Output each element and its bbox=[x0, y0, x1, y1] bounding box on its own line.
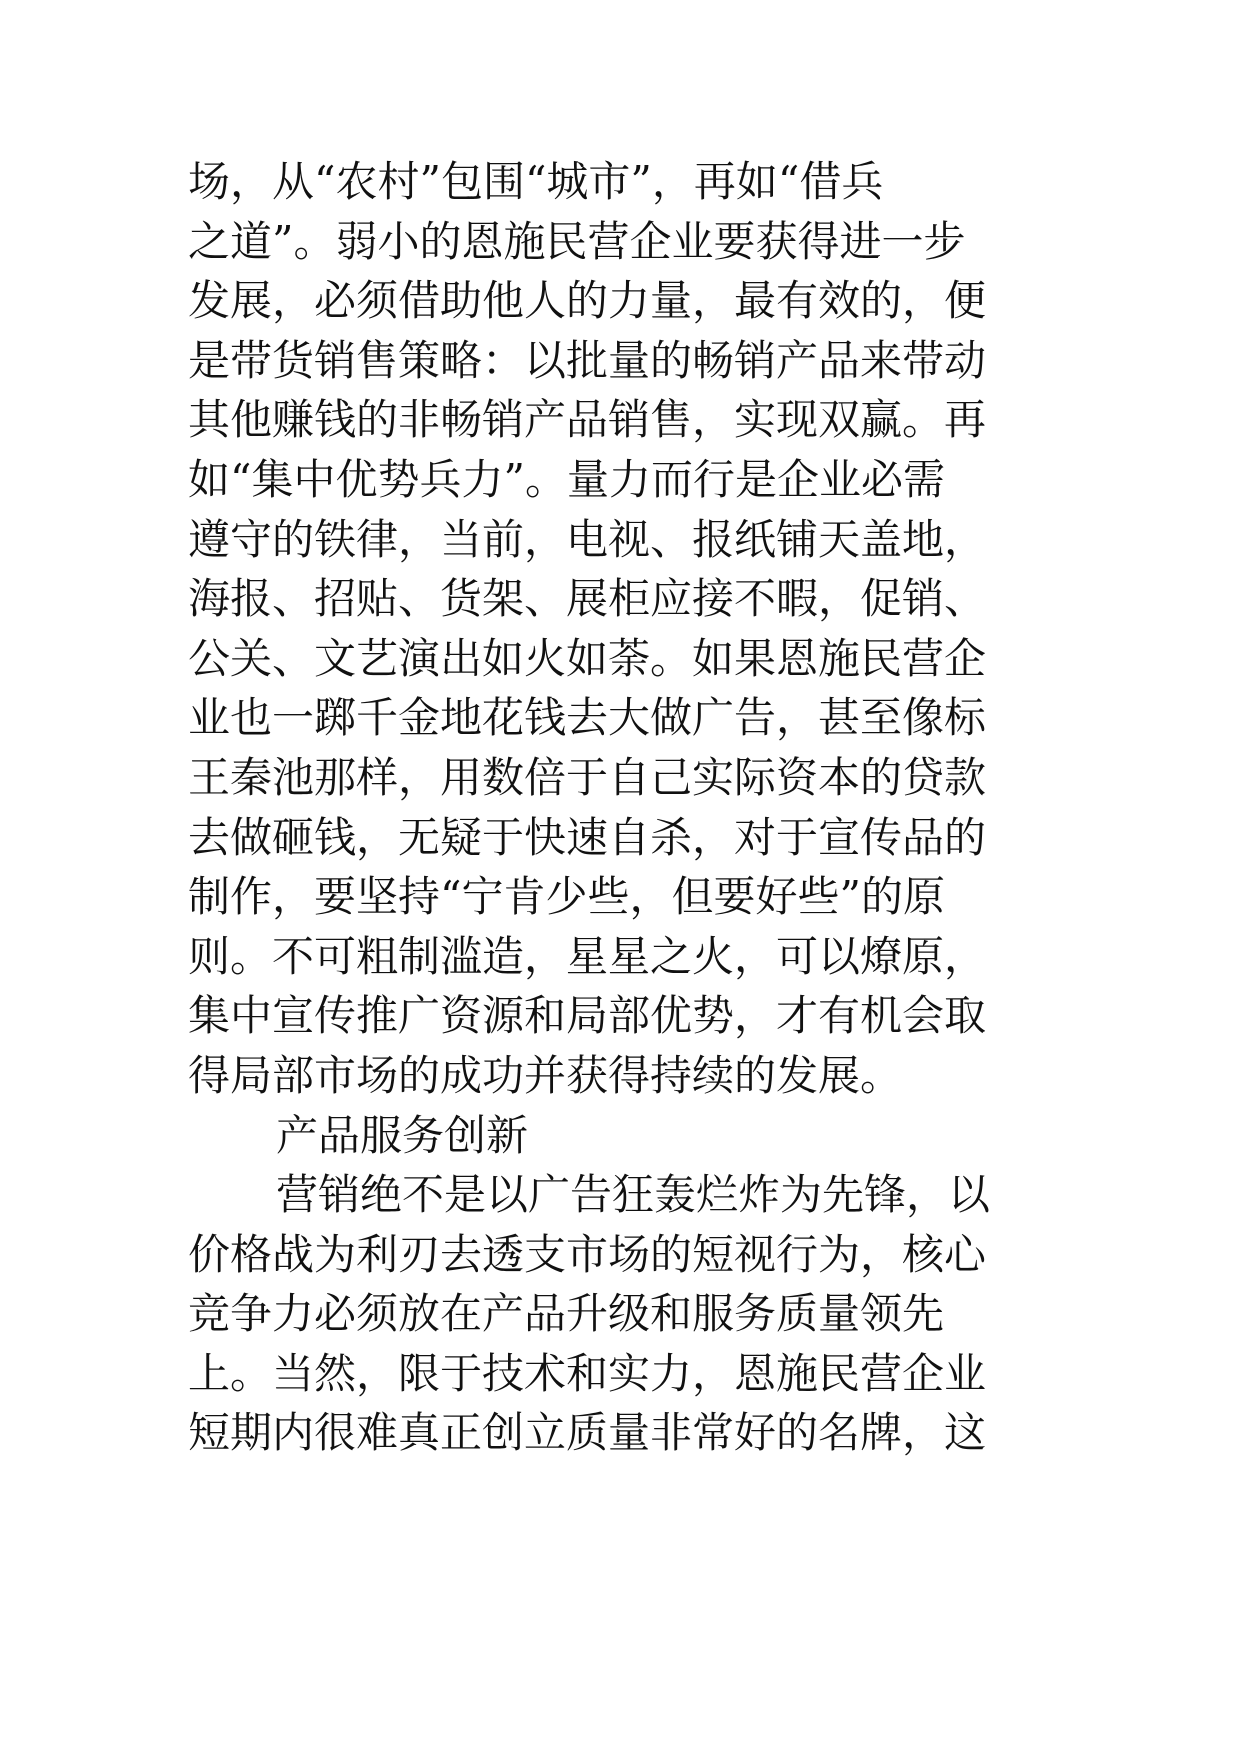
text-line: 业也一踯千金地花钱去大做广告，甚至像标 bbox=[188, 693, 987, 743]
text-line: 竞争力必须放在产品升级和服务质量领先 bbox=[188, 1289, 945, 1339]
section-heading: 产品服务创新 bbox=[276, 1110, 529, 1160]
text-line: 去做砸钱，无疑于快速自杀，对于宣传品的 bbox=[188, 812, 987, 862]
text-line: 之道”。弱小的恩施民营企业要获得进一步 bbox=[188, 216, 966, 266]
text-line: 场，从“农村”包围“城市”，再如“借兵 bbox=[188, 157, 884, 206]
text-line: 王秦池那样，用数倍于自己实际资本的贷款 bbox=[188, 752, 987, 802]
text-line: 得局部市场的成功并获得持续的发展。 bbox=[188, 1050, 903, 1100]
text-line: 上。当然，限于技术和实力，恩施民营企业 bbox=[188, 1348, 987, 1398]
text-line: 发展，必须借助他人的力量，最有效的，便 bbox=[188, 276, 987, 326]
text-line: 制作，要坚持“宁肯少些，但要好些”的原 bbox=[188, 872, 945, 922]
paragraph-first-line: 营销绝不是以广告狂轰烂炸为先锋，以 bbox=[276, 1170, 991, 1220]
text-line: 遵守的铁律，当前，电视、报纸铺天盖地， bbox=[188, 514, 987, 564]
text-line: 是带货销售策略：以批量的畅销产品来带动 bbox=[188, 335, 987, 385]
text-line: 如“集中优势兵力”。量力而行是企业必需 bbox=[188, 454, 945, 504]
text-line: 则。不可粗制滥造，星星之火，可以燎原， bbox=[188, 931, 987, 981]
text-line: 海报、招贴、货架、展柜应接不暇，促销、 bbox=[188, 574, 987, 624]
text-line: 价格战为利刃去透支市场的短视行为，核心 bbox=[188, 1229, 987, 1279]
text-line: 其他赚钱的非畅销产品销售，实现双赢。再 bbox=[188, 395, 987, 445]
text-line: 公关、文艺演出如火如荼。如果恩施民营企 bbox=[188, 633, 987, 683]
text-line: 短期内很难真正创立质量非常好的名牌，这 bbox=[188, 1408, 987, 1458]
text-line: 集中宣传推广资源和局部优势，才有机会取 bbox=[188, 991, 987, 1041]
body-text bbox=[188, 152, 1068, 1463]
